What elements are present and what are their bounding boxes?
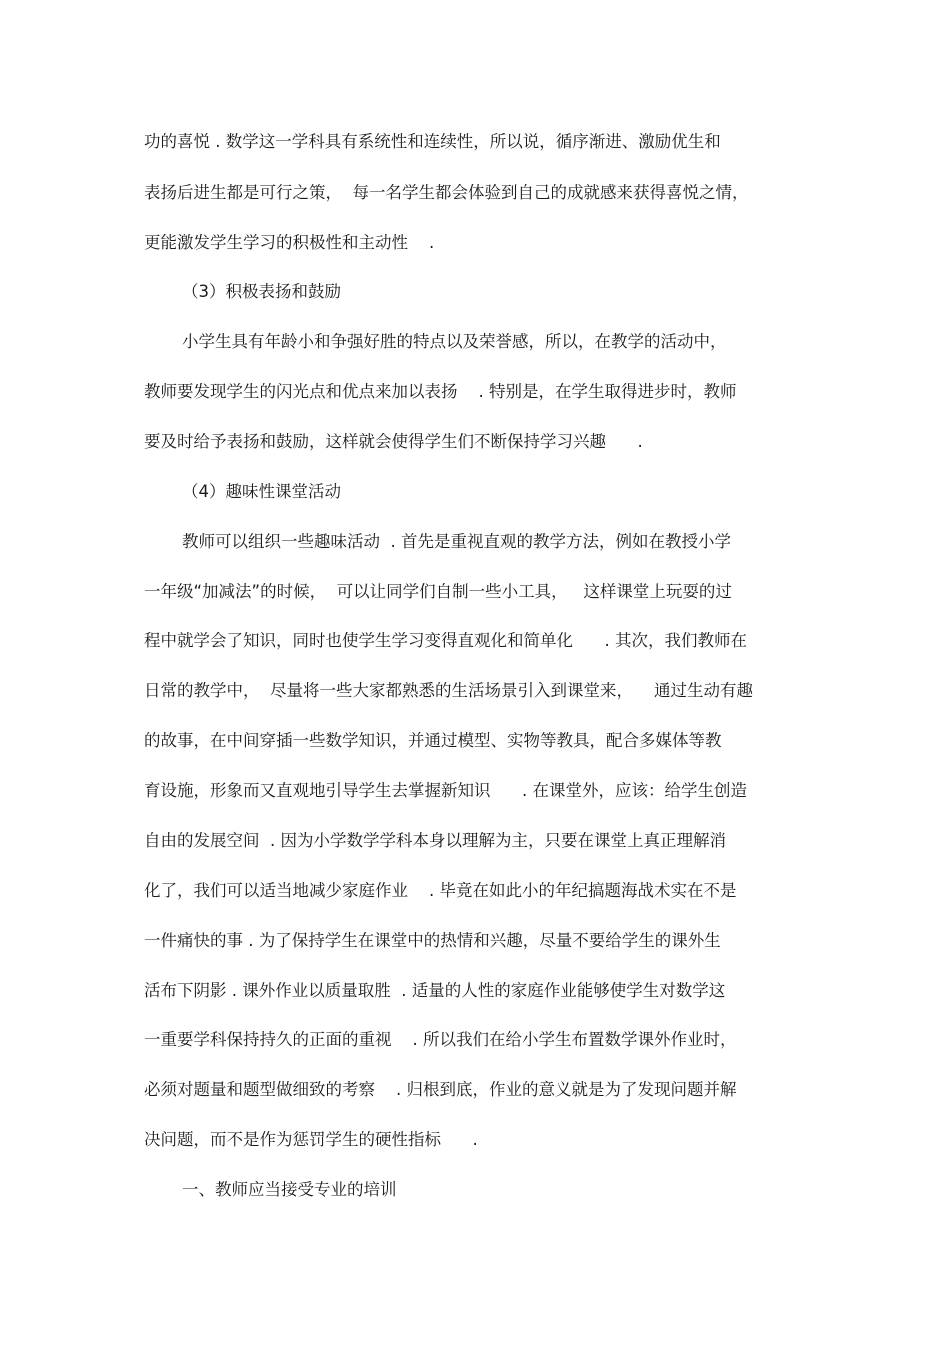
paragraph-line: 育设施，形象而又直观地引导学生去掌握新知识 . 在课堂外，应该：给学生创造 <box>144 781 747 800</box>
paragraph-line: 化了，我们可以适当地减少家庭作业 . 毕竟在如此小的年纪搞题海战术实在不是 <box>144 881 737 900</box>
paragraph-line: 教师可以组织一些趣味活动 . 首先是重视直观的教学方法，例如在教授小学 <box>182 532 731 551</box>
paragraph-line: 的故事，在中间穿插一些数学知识，并通过模型、实物等教具，配合多媒体等教 <box>144 731 722 750</box>
paragraph-line: 更能激发学生学习的积极性和主动性 . <box>144 233 435 252</box>
section-heading: 一、教师应当接受专业的培训 <box>182 1180 397 1199</box>
paragraph-line: 教师要发现学生的闪光点和优点来加以表扬 . 特别是，在学生取得进步时，教师 <box>144 382 737 401</box>
paragraph-line: 小学生具有年龄小和争强好胜的特点以及荣誉感，所以，在教学的活动中， <box>182 332 727 351</box>
paragraph-line: 必须对题量和题型做细致的考察 . 归根到底，作业的意义就是为了发现问题并解 <box>144 1080 737 1099</box>
paragraph-line: 一年级“加减法”的时候， 可以让同学们自制一些小工具， 这样课堂上玩耍的过 <box>144 582 732 601</box>
paragraph-line: 功的喜悦 . 数学这一学科具有系统性和连续性，所以说，循序渐进、激励优生和 <box>144 132 721 151</box>
paragraph-line: 活布下阴影 . 课外作业以质量取胜 . 适量的人性的家庭作业能够使学生对数学这 <box>144 981 726 1000</box>
paragraph-line: 决问题，而不是作为惩罚学生的硬性指标 . <box>144 1130 478 1149</box>
paragraph-line: 表扬后进生都是可行之策， 每一名学生都会体验到自己的成就感来获得喜悦之情， <box>144 183 749 202</box>
section-heading: （4）趣味性课堂活动 <box>182 482 341 501</box>
paragraph-line: 自由的发展空间 . 因为小学数学学科本身以理解为主，只要在课堂上真正理解消 <box>144 831 726 850</box>
paragraph-line: 要及时给予表扬和鼓励，这样就会使得学生们不断保持学习兴趣 . <box>144 432 643 451</box>
paragraph-line: 程中就学会了知识，同时也使学生学习变得直观化和简单化 . 其次，我们教师在 <box>144 631 747 650</box>
section-heading: （3）积极表扬和鼓励 <box>182 282 341 301</box>
paragraph-line: 一件痛快的事 . 为了保持学生在课堂中的热情和兴趣，尽量不要给学生的课外生 <box>144 931 721 950</box>
paragraph-line: 一重要学科保持持久的正面的重视 . 所以我们在给小学生布置数学课外作业时， <box>144 1030 737 1049</box>
paragraph-line: 日常的教学中， 尽量将一些大家都熟悉的生活场景引入到课堂来， 通过生动有趣 <box>144 681 753 700</box>
